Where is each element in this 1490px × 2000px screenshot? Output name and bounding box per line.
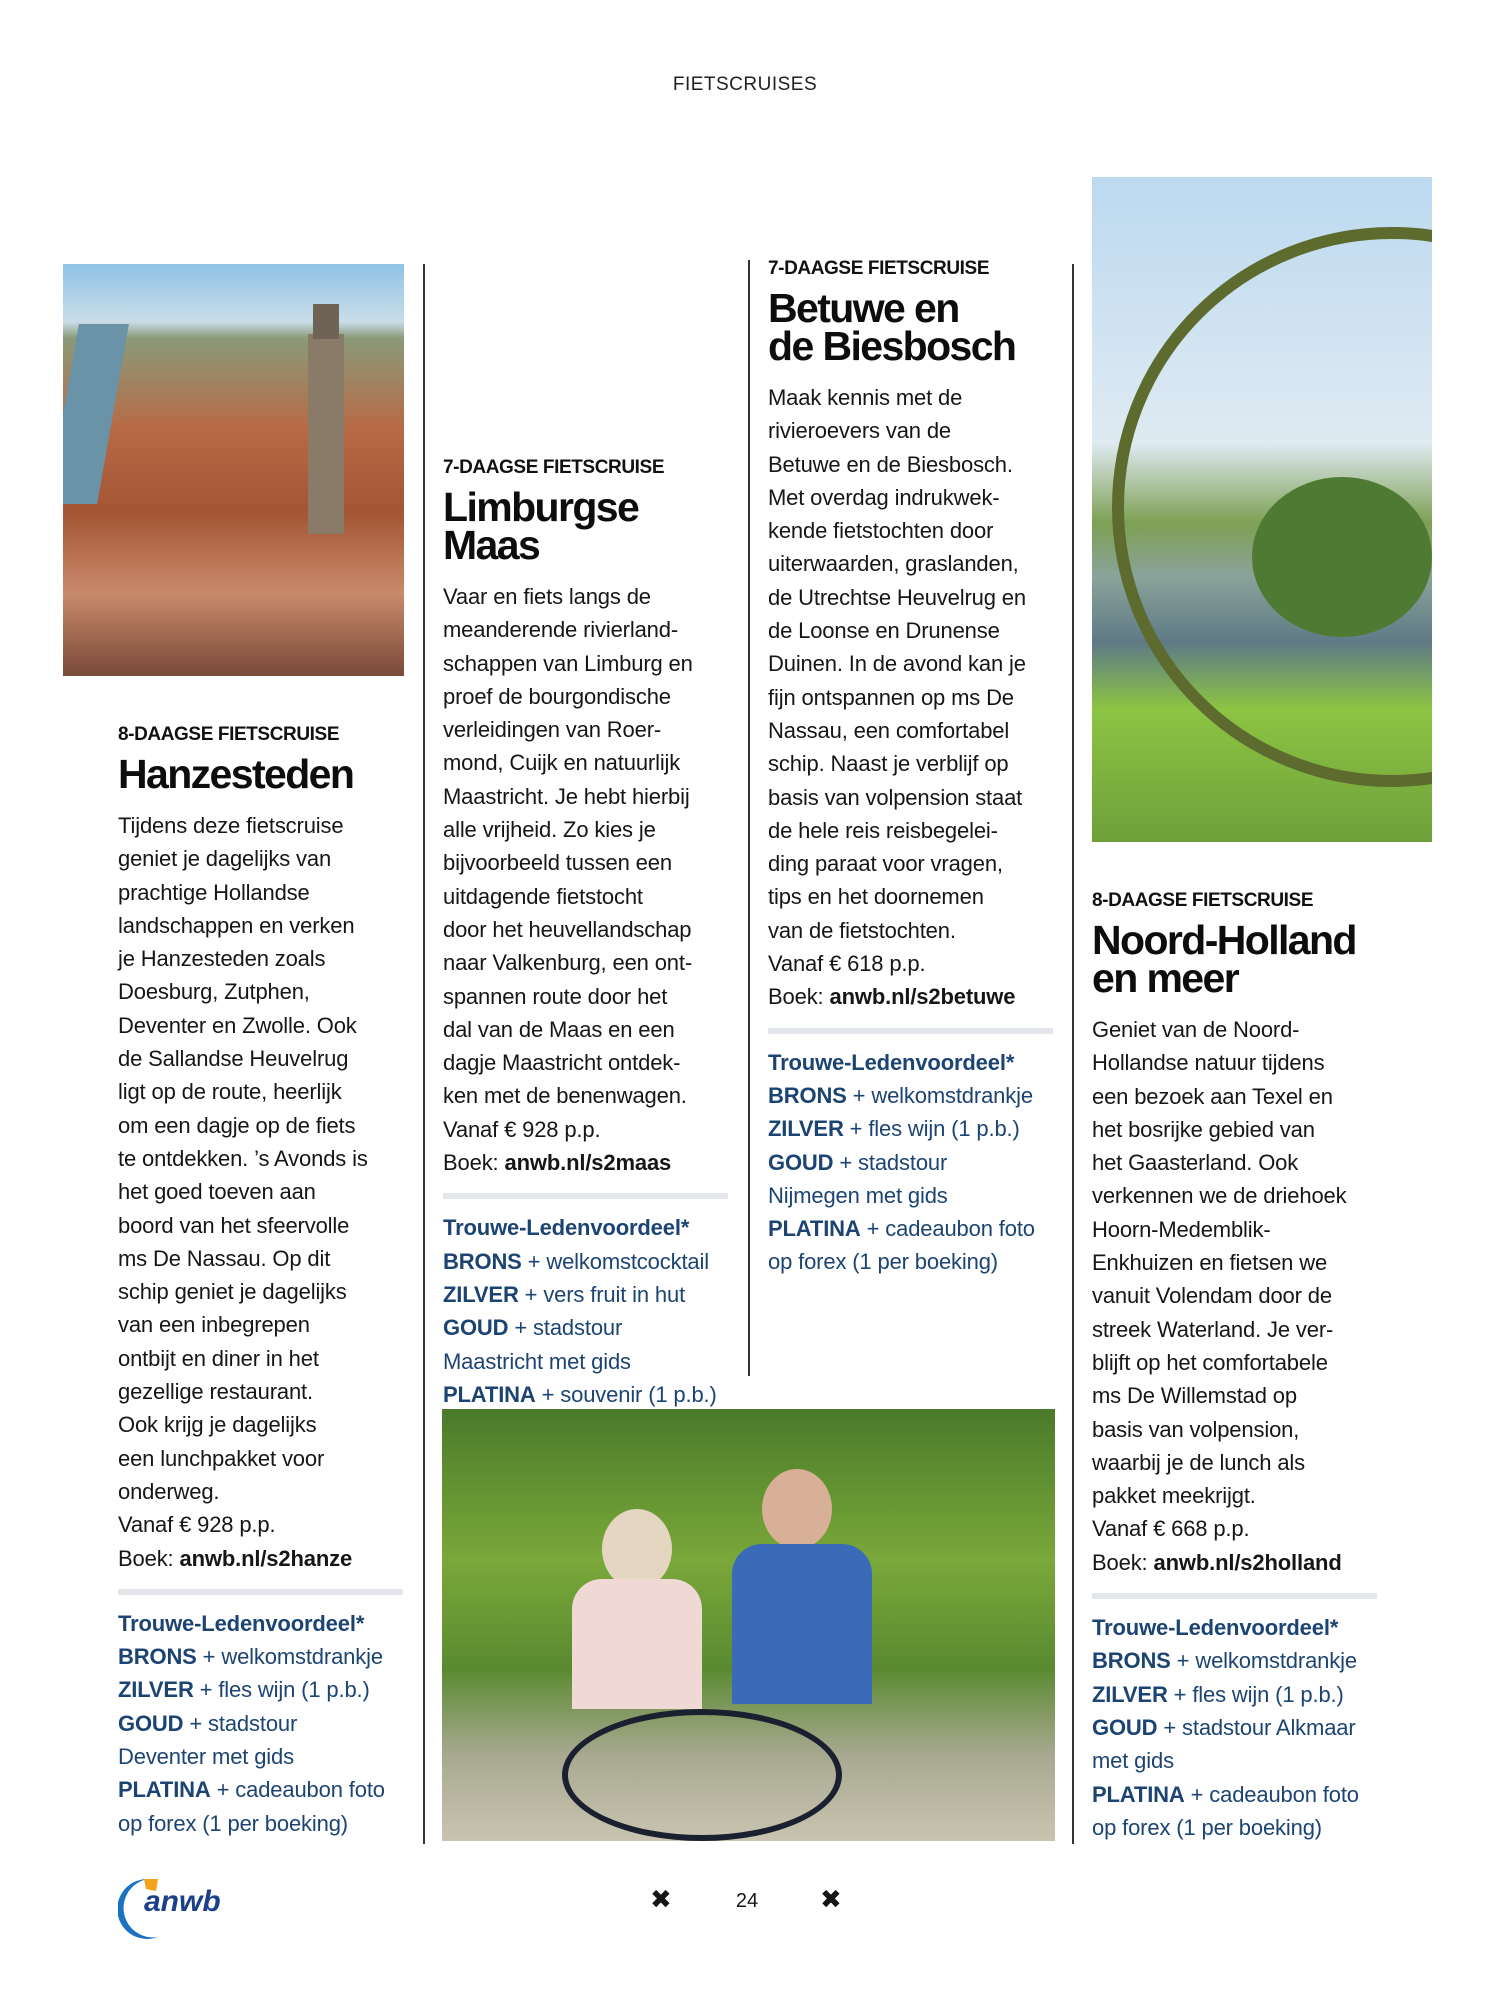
perk-tier: PLATINA	[443, 1381, 536, 1407]
description-line: Nassau, een comfortabel	[768, 717, 1010, 743]
perk-tier: ZILVER	[768, 1116, 844, 1142]
description-line: gezellige restaurant.	[118, 1379, 313, 1405]
perk-benefit: Deventer met gids	[118, 1744, 294, 1770]
perks-separator	[768, 1028, 1053, 1034]
perk-line	[118, 1807, 418, 1840]
perk-line	[118, 1773, 418, 1806]
perk-line	[443, 1311, 743, 1344]
perk-line	[1092, 1678, 1392, 1711]
perks-separator	[443, 1193, 728, 1199]
description-line: naar Valkenburg, een ont-	[443, 950, 693, 976]
price-text: Vanaf € 928 p.p.	[118, 1512, 276, 1538]
description-line: de Sallandse Heuvelrug	[118, 1046, 349, 1072]
perks-heading: Trouwe-Ledenvoordeel*	[768, 1049, 1015, 1075]
price-text: Vanaf € 668 p.p.	[1092, 1516, 1250, 1542]
description-line: blijft op het comfortabele	[1092, 1349, 1328, 1375]
description-line: ms De Nassau. Op dit	[118, 1245, 331, 1271]
perk-line	[768, 1212, 1068, 1245]
cruise-duration-label: 7-DAAGSE FIETSCRUISE	[443, 457, 665, 478]
description-line: pakket meekrijgt.	[1092, 1483, 1256, 1509]
perk-benefit: + welkomstdrankje	[1170, 1648, 1357, 1674]
perk-tier: PLATINA	[1092, 1781, 1185, 1807]
description-line: meanderende rivierland-	[443, 617, 679, 643]
perks-heading: Trouwe-Ledenvoordeel*	[118, 1610, 365, 1636]
description-line: landschappen en verken	[118, 912, 355, 938]
description-line: kende fietstochten door	[768, 518, 994, 544]
perk-tier: GOUD	[1092, 1714, 1158, 1740]
cruise-description	[118, 809, 418, 1575]
cruise-title-line: en meer	[1092, 955, 1239, 1001]
description-line: ding paraat voor vragen,	[768, 851, 1003, 877]
description-line: een lunchpakket voor	[118, 1445, 325, 1471]
cruise-title-line: Hanzesteden	[118, 751, 354, 797]
butterfly-icon: ✖	[650, 1884, 672, 1914]
perk-benefit: + fles wijn (1 p.b.)	[1167, 1681, 1344, 1707]
perk-benefit: op forex (1 per boeking)	[118, 1810, 348, 1836]
booking-link[interactable]: anwb.nl/s2holland	[1153, 1549, 1342, 1575]
description-line: schip. Naast je verblijf op	[768, 751, 1009, 777]
description-line: verleidingen van Roer-	[443, 717, 662, 743]
description-line: de Loonse en Drunense	[768, 618, 1000, 644]
description-line: uiterwaarden, graslanden,	[768, 551, 1019, 577]
svg-text:anwb: anwb	[144, 1885, 221, 1918]
description-line: basis van volpension,	[1092, 1416, 1300, 1442]
description-line: streek Waterland. Je ver-	[1092, 1316, 1334, 1342]
perk-line	[118, 1673, 418, 1706]
perk-benefit: + welkomstdrankje	[196, 1644, 383, 1670]
perks-separator	[118, 1589, 403, 1595]
perks-separator	[1092, 1593, 1377, 1599]
perk-line	[1092, 1744, 1392, 1777]
booking-line	[118, 1542, 418, 1575]
description-line: door het heuvellandschap	[443, 916, 692, 942]
booking-line	[443, 1146, 743, 1179]
perk-benefit: + cadeaubon foto	[1184, 1781, 1359, 1807]
description-line: om een dagje op de fiets	[118, 1112, 356, 1138]
description-line: basis van volpension staat	[768, 784, 1023, 810]
description-line: Maak kennis met de	[768, 385, 963, 410]
cruise-title	[1092, 917, 1392, 1001]
description-line: het Gaasterland. Ook	[1092, 1150, 1299, 1176]
description-line: Vaar en fiets langs de	[443, 584, 651, 609]
description-line: het bosrijke gebied van	[1092, 1116, 1315, 1142]
perk-tier: GOUD	[118, 1710, 184, 1736]
perk-benefit: Nijmegen met gids	[768, 1182, 948, 1208]
perk-benefit: Maastricht met gids	[443, 1348, 631, 1374]
member-perks	[118, 1607, 418, 1840]
description-line: dal van de Maas en een	[443, 1016, 675, 1042]
description-line: uitdagende fietstocht	[443, 883, 643, 909]
cruise-description	[443, 580, 743, 1179]
cruise-hanzesteden	[118, 723, 418, 1840]
description-line: spannen route door het	[443, 983, 668, 1009]
description-line: te ontdekken. ’s Avonds is	[118, 1145, 368, 1171]
perk-line	[118, 1740, 418, 1773]
perk-line	[1092, 1811, 1392, 1844]
perk-line	[768, 1079, 1068, 1112]
perk-line	[443, 1278, 743, 1311]
booking-label: Boek:	[118, 1545, 174, 1571]
description-line: schappen van Limburg en	[443, 650, 693, 676]
booking-label: Boek:	[1092, 1549, 1148, 1575]
perk-tier: BRONS	[768, 1082, 847, 1108]
perk-line	[768, 1112, 1068, 1145]
description-line: Tijdens deze fietscruise	[118, 813, 344, 838]
cruise-title-line: Noord-Holland	[1092, 917, 1356, 963]
member-perks	[1092, 1611, 1392, 1844]
perk-tier: ZILVER	[443, 1281, 519, 1307]
perk-line	[768, 1146, 1068, 1179]
description-line: een bezoek aan Texel en	[1092, 1083, 1333, 1109]
photo-bicycle-wheel-waterside	[1092, 177, 1432, 842]
cruise-title-line: Limburgse Maas	[443, 484, 639, 568]
description-line: Ook krijg je dagelijks	[118, 1412, 317, 1438]
perk-benefit: op forex (1 per boeking)	[1092, 1814, 1322, 1840]
price-text: Vanaf € 928 p.p.	[443, 1116, 601, 1142]
description-line: van de fietstochten.	[768, 917, 956, 943]
description-line: boord van het sfeervolle	[118, 1212, 350, 1238]
description-line: Geniet van de Noord-	[1092, 1017, 1300, 1042]
page-number: 24	[735, 1890, 759, 1912]
booking-link[interactable]: anwb.nl/s2maas	[504, 1150, 672, 1176]
cruise-betuwe-biesbosch	[768, 257, 1068, 1279]
description-line: ligt op de route, heerlijk	[118, 1079, 342, 1105]
description-line: dagje Maastricht ontdek-	[443, 1050, 681, 1076]
description-line: proef de bourgondische	[443, 683, 671, 709]
description-line: tips en het doornemen	[768, 884, 984, 910]
perk-tier: GOUD	[768, 1149, 834, 1175]
perk-tier: BRONS	[443, 1248, 522, 1274]
photo-deventer-aerial	[63, 264, 404, 676]
butterfly-icon: ✖	[820, 1884, 842, 1914]
booking-label: Boek:	[443, 1150, 499, 1176]
cruise-duration-label: 7-DAAGSE FIETSCRUISE	[768, 258, 990, 279]
booking-line	[1092, 1546, 1392, 1579]
cruise-limburgse-maas	[443, 456, 743, 1411]
description-line: Deventer en Zwolle. Ook	[118, 1012, 357, 1038]
perk-tier: BRONS	[118, 1644, 197, 1670]
perk-line	[443, 1245, 743, 1278]
perk-benefit: + stadstour	[833, 1149, 948, 1175]
perk-benefit: met gids	[1092, 1748, 1174, 1774]
member-perks	[768, 1046, 1068, 1279]
perk-benefit: + welkomstdrankje	[846, 1082, 1033, 1108]
description-line: verkennen we de driehoek	[1092, 1183, 1347, 1209]
perk-tier: GOUD	[443, 1315, 509, 1341]
perk-line	[1092, 1778, 1392, 1811]
perk-benefit: + stadstour	[508, 1315, 623, 1341]
booking-label: Boek:	[768, 984, 824, 1010]
anwb-logo-icon	[118, 1875, 238, 1939]
perk-line	[118, 1707, 418, 1740]
description-line: Hoorn-Medemblik-	[1092, 1216, 1271, 1242]
description-line: rivieroevers van de	[768, 418, 952, 444]
description-line: mond, Cuijk en natuurlijk	[443, 750, 681, 776]
description-line: je Hanzesteden zoals	[118, 946, 326, 972]
description-line: geniet je dagelijks van	[118, 846, 332, 872]
perk-line	[768, 1245, 1068, 1278]
perk-benefit: + stadstour Alkmaar	[1157, 1714, 1356, 1740]
booking-line	[768, 980, 1068, 1013]
cruise-title-line: de Biesbosch	[768, 323, 1016, 369]
perk-benefit: + stadstour	[183, 1710, 298, 1736]
cruise-description	[768, 381, 1068, 1014]
perk-line	[118, 1640, 418, 1673]
perk-line	[768, 1179, 1068, 1212]
perk-line	[1092, 1644, 1392, 1677]
description-line: prachtige Hollandse	[118, 879, 310, 905]
perk-benefit: + vers fruit in hut	[518, 1281, 686, 1307]
description-line: fijn ontspannen op ms De	[768, 684, 1014, 710]
section-header: FIETSCRUISES	[672, 74, 818, 95]
description-line: Doesburg, Zutphen,	[118, 979, 310, 1005]
booking-link[interactable]: anwb.nl/s2betuwe	[829, 984, 1016, 1010]
photo-couple-cycling	[442, 1409, 1055, 1841]
column-divider	[1072, 264, 1074, 1844]
description-line: Duinen. In de avond kan je	[768, 651, 1026, 677]
description-line: vanuit Volendam door de	[1092, 1283, 1332, 1309]
description-line: onderweg.	[118, 1478, 220, 1504]
perks-heading: Trouwe-Ledenvoordeel*	[443, 1215, 690, 1241]
cruise-title	[118, 751, 418, 797]
member-perks	[443, 1211, 743, 1411]
perk-tier: PLATINA	[118, 1777, 211, 1803]
booking-link[interactable]: anwb.nl/s2hanze	[179, 1545, 353, 1571]
description-line: schip geniet je dagelijks	[118, 1279, 347, 1305]
perk-benefit: + welkomstcocktail	[521, 1248, 709, 1274]
description-line: Hollandse natuur tijdens	[1092, 1050, 1325, 1076]
cruise-title	[768, 285, 1068, 369]
cruise-title	[443, 484, 743, 568]
description-line: Met overdag indrukwek-	[768, 484, 1000, 510]
description-line: de Utrechtse Heuvelrug en	[768, 584, 1026, 610]
perk-line	[1092, 1711, 1392, 1744]
column-divider	[423, 264, 425, 1844]
description-line: waarbij je de lunch als	[1092, 1449, 1306, 1475]
cruise-duration-label: 8-DAAGSE FIETSCRUISE	[118, 724, 340, 745]
description-line: het goed toeven aan	[118, 1179, 316, 1205]
description-line: van een inbegrepen	[118, 1312, 310, 1338]
description-line: Betuwe en de Biesbosch.	[768, 451, 1013, 477]
description-line: de hele reis reisbegelei-	[768, 817, 998, 843]
description-line: alle vrijheid. Zo kies je	[443, 817, 656, 843]
cruise-noord-holland	[1092, 889, 1392, 1844]
perk-benefit: + fles wijn (1 p.b.)	[843, 1116, 1020, 1142]
cruise-title-line: Betuwe en	[768, 285, 959, 331]
perk-benefit: op forex (1 per boeking)	[768, 1249, 998, 1275]
description-line: ken met de benenwagen.	[443, 1083, 687, 1109]
perk-benefit: + cadeaubon foto	[210, 1777, 385, 1803]
perk-benefit: + souvenir (1 p.b.)	[535, 1381, 717, 1407]
perk-line	[443, 1378, 743, 1411]
description-line: ontbijt en diner in het	[118, 1345, 319, 1371]
price-text: Vanaf € 618 p.p.	[768, 951, 926, 977]
description-line: ms De Willemstad op	[1092, 1383, 1297, 1409]
description-line: Enkhuizen en fietsen we	[1092, 1250, 1328, 1276]
column-divider	[748, 260, 750, 1376]
perks-heading: Trouwe-Ledenvoordeel*	[1092, 1615, 1339, 1641]
anwb-logo[interactable]	[118, 1875, 238, 1939]
cruise-duration-label: 8-DAAGSE FIETSCRUISE	[1092, 890, 1314, 911]
description-line: bijvoorbeeld tussen een	[443, 850, 672, 876]
perk-benefit: + cadeaubon foto	[860, 1216, 1035, 1242]
perk-tier: ZILVER	[1092, 1681, 1168, 1707]
perk-tier: BRONS	[1092, 1648, 1171, 1674]
perk-tier: ZILVER	[118, 1677, 194, 1703]
perk-line	[443, 1345, 743, 1378]
perk-benefit: + fles wijn (1 p.b.)	[193, 1677, 370, 1703]
perk-tier: PLATINA	[768, 1216, 861, 1242]
description-line: Maastricht. Je hebt hierbij	[443, 783, 690, 809]
cruise-description	[1092, 1013, 1392, 1579]
